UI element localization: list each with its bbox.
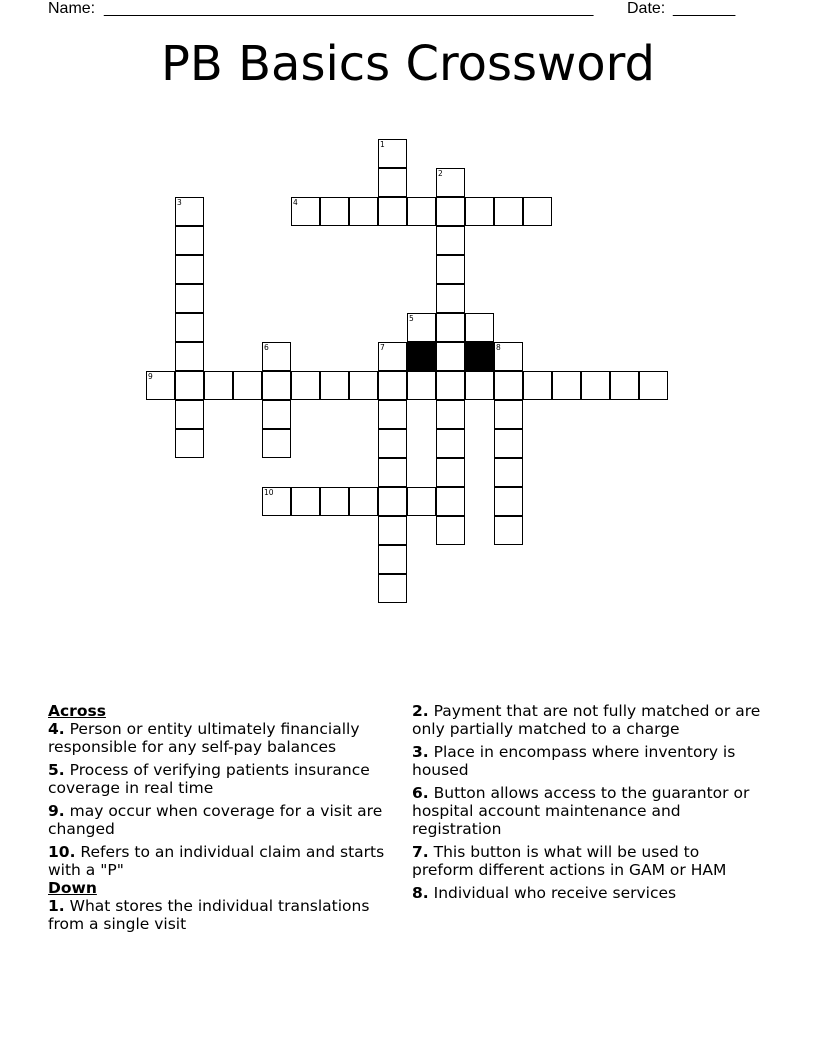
down-clue [412,884,762,902]
crossword-cell[interactable] [204,371,233,400]
crossword-cell[interactable] [175,313,204,342]
clue-text: Payment that are not fully matched or are only partially matched to a charge [412,702,761,738]
crossword-cell[interactable] [436,226,465,255]
clue-number-label: 8 [496,343,501,352]
crossword-cell[interactable] [494,516,523,545]
across-heading: Across [48,702,106,720]
clue-text: Person or entity ultimately financially responsible for any self-pay balances [48,720,360,756]
clue-number: 8. [412,884,429,902]
clue-number: 4. [48,720,65,738]
crossword-cell[interactable] [349,197,378,226]
crossword-cell[interactable] [262,429,291,458]
crossword-cell[interactable] [407,371,436,400]
down-clue [412,743,762,779]
crossword-cell[interactable] [378,545,407,574]
across-clue [48,720,398,756]
crossword-cell[interactable] [494,342,523,371]
crossword-cell[interactable] [436,458,465,487]
crossword-cell[interactable] [262,400,291,429]
crossword-cell[interactable] [175,255,204,284]
crossword-cell[interactable] [378,371,407,400]
crossword-cell[interactable] [523,197,552,226]
clue-text: Button allows access to the guarantor or hospital account maintenance and registration [412,784,750,838]
down-clue [412,702,762,738]
crossword-cell[interactable] [378,516,407,545]
crossword-cell[interactable] [262,371,291,400]
name-label: Name: [48,0,96,17]
clue-number-label: 6 [264,343,269,352]
crossword-cell[interactable] [378,168,407,197]
clue-number: 6. [412,784,429,802]
crossword-cell[interactable] [349,487,378,516]
clue-text: Refers to an individual claim and starts with a "P" [48,843,385,879]
crossword-cell[interactable] [175,197,204,226]
crossword-block [407,342,436,371]
clue-number-label: 7 [380,343,385,352]
crossword-cell[interactable] [639,371,668,400]
crossword-cell[interactable] [378,574,407,603]
clue-text: Process of verifying patients insurance coverage in real time [48,761,370,797]
crossword-cell[interactable] [175,400,204,429]
crossword-cell[interactable] [436,255,465,284]
clue-number: 10. [48,843,76,861]
crossword-cell[interactable] [436,313,465,342]
clue-number: 3. [412,743,429,761]
crossword-cell[interactable] [175,371,204,400]
across-clue [48,761,398,797]
clue-text: may occur when coverage for a visit are changed [48,802,383,838]
clues-right-column [412,702,762,907]
across-clue [48,802,398,838]
crossword-cell[interactable] [320,487,349,516]
crossword-cell[interactable] [262,342,291,371]
crossword-cell[interactable] [291,197,320,226]
crossword-cell[interactable] [378,139,407,168]
crossword-cell[interactable] [436,168,465,197]
crossword-cell[interactable] [494,458,523,487]
crossword-cell[interactable] [465,313,494,342]
crossword-cell[interactable] [407,197,436,226]
clue-number-label: 9 [148,372,153,381]
crossword-cell[interactable] [175,342,204,371]
crossword-cell[interactable] [436,516,465,545]
clue-number-label: 1 [380,140,385,149]
crossword-cell[interactable] [378,487,407,516]
crossword-cell[interactable] [494,371,523,400]
crossword-cell[interactable] [407,313,436,342]
crossword-cell[interactable] [291,371,320,400]
clue-number-label: 5 [409,314,414,323]
clue-text: Place in encompass where inventory is housed [412,743,736,779]
clue-text: This button is what will be used to preform different actions in GAM or HAM [412,843,727,879]
crossword-cell[interactable] [378,429,407,458]
name-field[interactable]: _______________________________________________________ [104,0,594,17]
crossword-cell[interactable] [233,371,262,400]
crossword-cell[interactable] [465,197,494,226]
crossword-cell[interactable] [175,226,204,255]
page-title: PB Basics Crossword [160,36,656,92]
crossword-cell[interactable] [581,371,610,400]
crossword-cell[interactable] [436,400,465,429]
crossword-block [465,342,494,371]
crossword-cell[interactable] [436,429,465,458]
clue-number-label: 4 [293,198,298,207]
clue-text: What stores the individual translations from a single visit [48,897,370,933]
crossword-cell[interactable] [436,197,465,226]
down-clue [48,897,398,933]
crossword-cell[interactable] [552,371,581,400]
crossword-cell[interactable] [291,487,320,516]
date-field[interactable]: _______ [673,0,736,17]
crossword-cell[interactable] [494,487,523,516]
crossword-cell[interactable] [436,284,465,313]
clue-number-label: 10 [264,488,274,497]
crossword-cell[interactable] [610,371,639,400]
crossword-cell[interactable] [378,342,407,371]
crossword-cell[interactable] [436,371,465,400]
clues-left-column [48,702,398,938]
crossword-cell[interactable] [465,371,494,400]
down-clue [412,784,762,838]
crossword-cell[interactable] [320,197,349,226]
crossword-cell[interactable] [262,487,291,516]
crossword-cell[interactable] [378,197,407,226]
clue-number: 5. [48,761,65,779]
clue-number: 7. [412,843,429,861]
crossword-cell[interactable] [494,429,523,458]
crossword-cell[interactable] [436,487,465,516]
clue-number-label: 2 [438,169,443,178]
crossword-cell[interactable] [523,371,552,400]
crossword-cell[interactable] [378,458,407,487]
clue-number: 2. [412,702,429,720]
crossword-cell[interactable] [407,487,436,516]
crossword-cell[interactable] [320,371,349,400]
down-clue [412,843,762,879]
crossword-cell[interactable] [175,284,204,313]
crossword-cell[interactable] [494,197,523,226]
date-label: Date: [627,0,666,17]
clue-text: Individual who receive services [433,884,677,902]
crossword-cell[interactable] [175,429,204,458]
clue-number-label: 3 [177,198,182,207]
crossword-cell[interactable] [494,400,523,429]
down-heading: Down [48,879,97,897]
crossword-cell[interactable] [436,342,465,371]
clue-number: 9. [48,802,65,820]
crossword-cell[interactable] [146,371,175,400]
across-clue [48,843,398,879]
clue-number: 1. [48,897,65,915]
crossword-cell[interactable] [349,371,378,400]
crossword-cell[interactable] [378,400,407,429]
